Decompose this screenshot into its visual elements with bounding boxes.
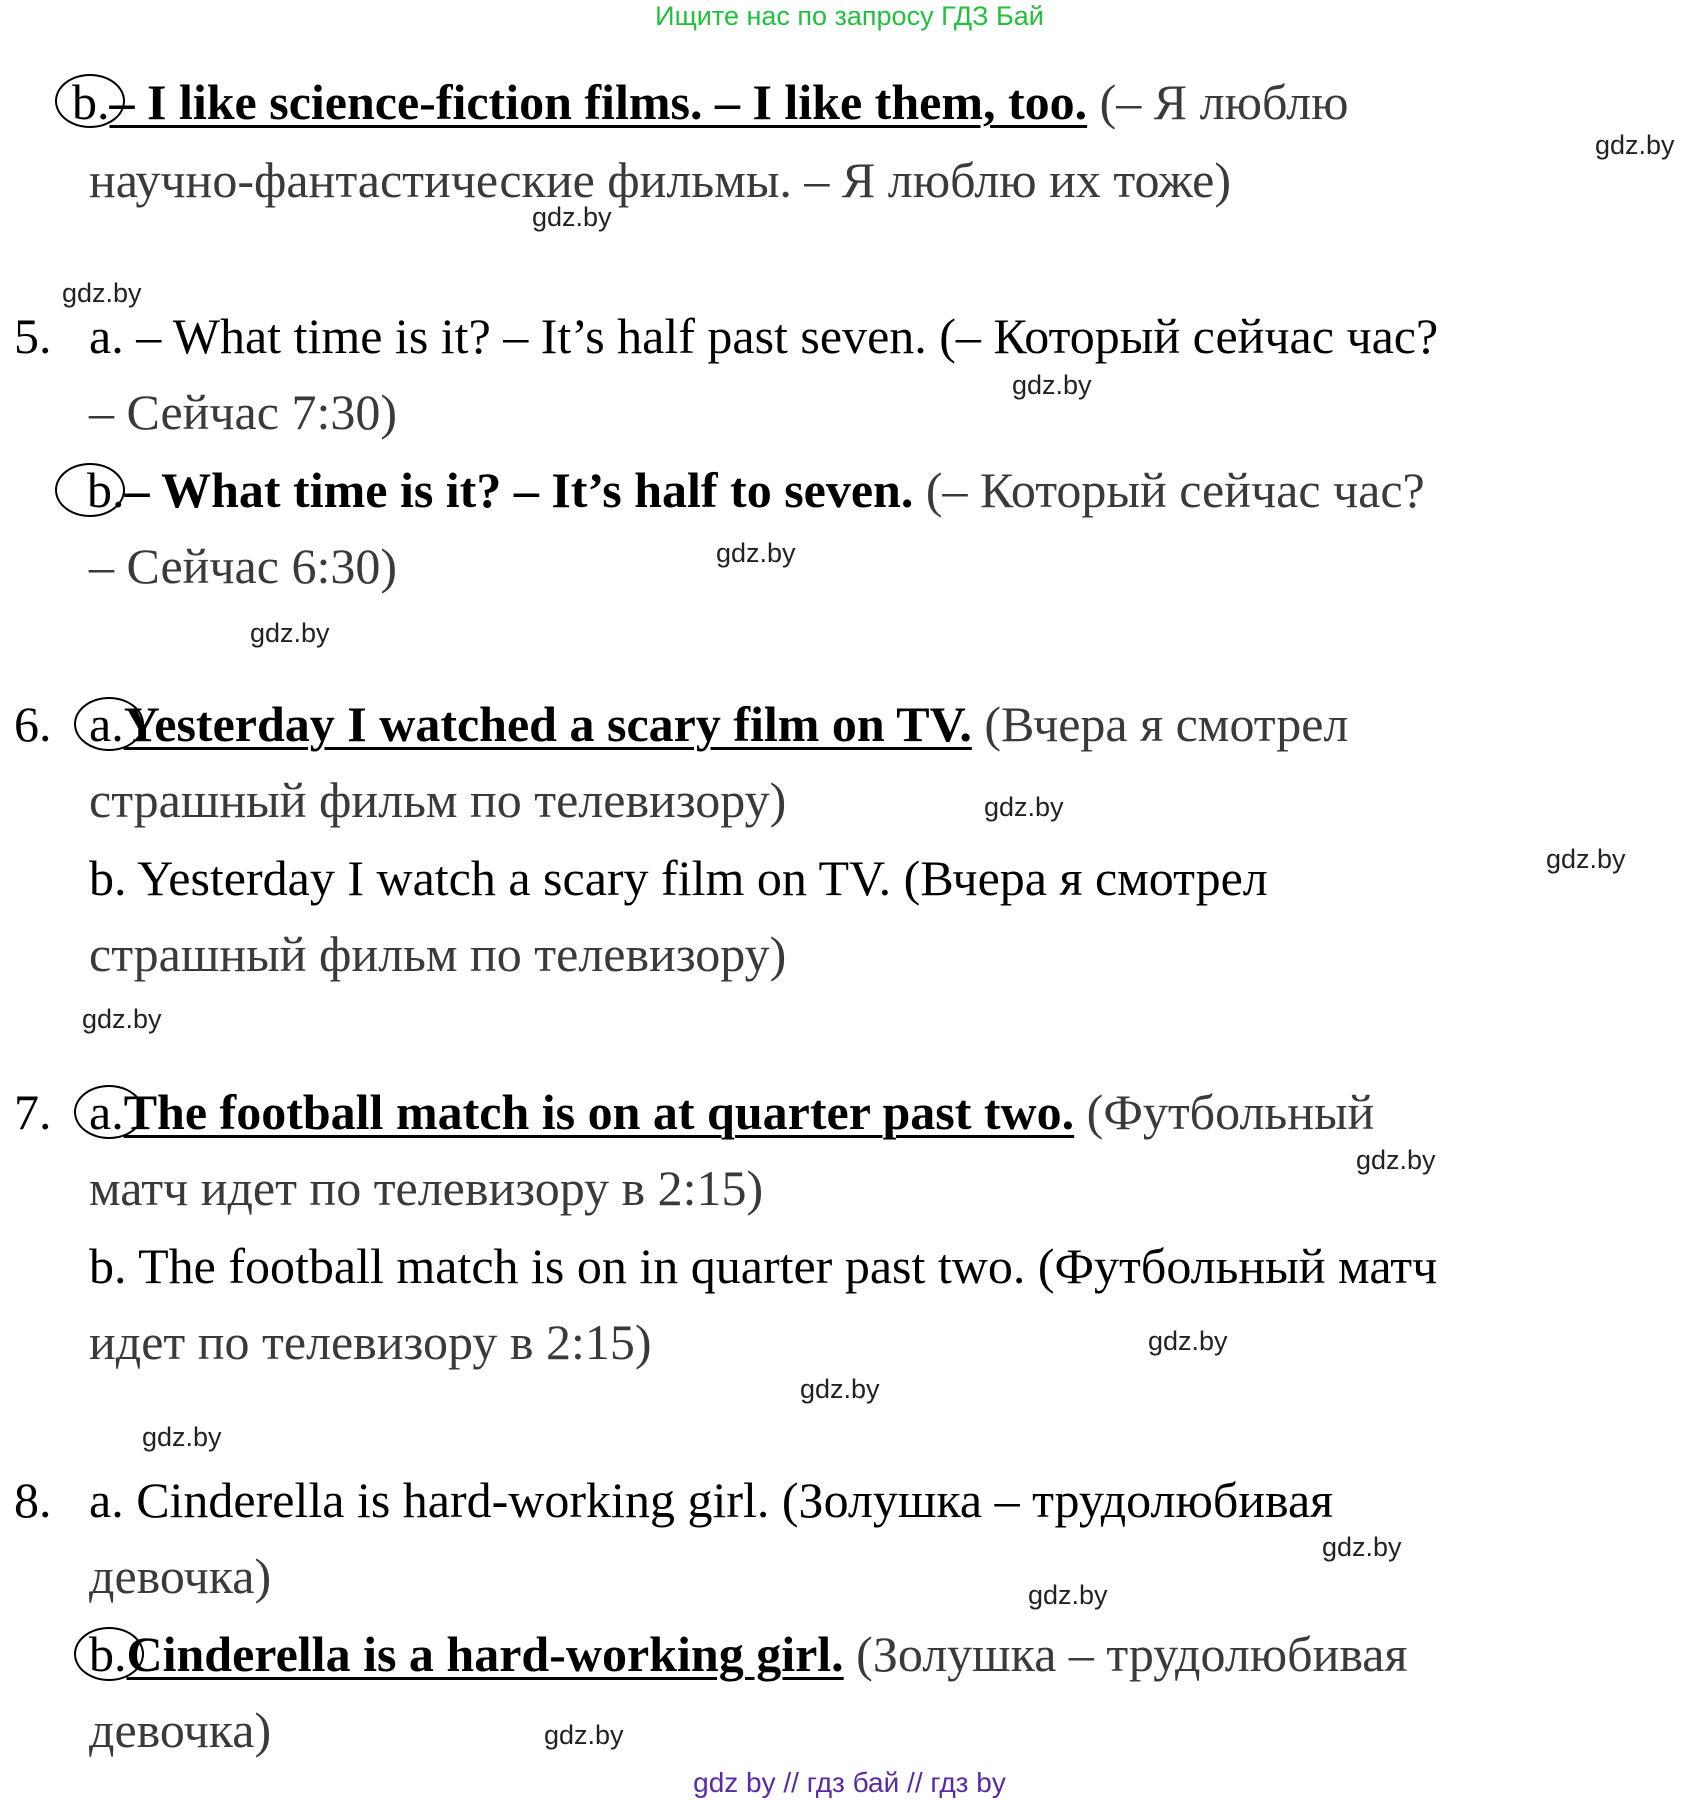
item-number: 8. xyxy=(14,1472,52,1528)
translation-line: научно-фантастические фильмы. – Я люблю их тоже) xyxy=(89,152,1232,208)
answer-a-line1 xyxy=(89,1082,1374,1142)
answer-b-line1 xyxy=(89,1624,1407,1684)
watermark: gdz.by xyxy=(1356,1145,1436,1175)
watermark: gdz.by xyxy=(1546,844,1626,874)
translation-text: (– Я люблю xyxy=(1087,74,1349,130)
option-b-line1: b. Yesterday I watch a scary film on TV. (Вчера я смотрел xyxy=(89,850,1268,906)
option-a-line1: a. Cinderella is hard-working girl. (Золушка – трудолюбивая xyxy=(89,1472,1334,1528)
translation-line: девочка) xyxy=(89,1702,272,1758)
answer-letter: b. xyxy=(87,462,125,518)
translation-text: (Футбольный xyxy=(1074,1084,1375,1140)
watermark: gdz.by xyxy=(716,538,796,568)
site-footer: gdz by // гдз бай // гдз by xyxy=(693,1767,1006,1798)
option-b-line2: идет по телевизору в 2:15) xyxy=(89,1314,652,1370)
option-a-line2: – Сейчас 7:30) xyxy=(89,384,397,440)
answer-letter: a. xyxy=(89,696,124,752)
watermark: gdz.by xyxy=(532,202,612,232)
option-a-line2: девочка) xyxy=(89,1548,272,1604)
watermark: gdz.by xyxy=(142,1422,222,1452)
search-hint-header: Ищите нас по запросу ГДЗ Бай xyxy=(655,1,1044,31)
item-number: 7. xyxy=(14,1084,52,1140)
watermark: gdz.by xyxy=(984,792,1064,822)
watermark: gdz.by xyxy=(1028,1580,1108,1610)
option-b-line1: b. The football match is on in quarter past two. (Футбольный матч xyxy=(89,1238,1438,1294)
answer-text: – What time is it? – It’s half to seven. xyxy=(124,462,914,518)
answer-letter: b. xyxy=(89,1626,127,1682)
item-number: 6. xyxy=(14,696,52,752)
translation-line: матч идет по телевизору в 2:15) xyxy=(89,1160,764,1216)
translation-line: страшный фильм по телевизору) xyxy=(89,772,787,828)
answer-letter: b. xyxy=(72,74,110,130)
watermark: gdz.by xyxy=(800,1374,880,1404)
item-number: 5. xyxy=(14,308,52,364)
answer-b-line1 xyxy=(72,72,1348,132)
answer-a-line1 xyxy=(89,694,1348,754)
translation-line: – Сейчас 6:30) xyxy=(89,538,397,594)
translation-text: (Золушка – трудолюбивая xyxy=(843,1626,1408,1682)
answer-text: – I like science-fiction films. – I like them, too. xyxy=(109,74,1088,130)
translation-text: (– Который сейчас час? xyxy=(913,462,1425,518)
watermark: gdz.by xyxy=(1012,370,1092,400)
translation-text: (Вчера я смотрел xyxy=(971,696,1349,752)
answer-text: Cinderella is a hard-working girl. xyxy=(126,1626,844,1682)
watermark: gdz.by xyxy=(82,1004,162,1034)
watermark: gdz.by xyxy=(250,618,330,648)
watermark: gdz.by xyxy=(62,278,142,308)
answer-text: Yesterday I watched a scary film on TV. xyxy=(123,696,972,752)
answer-letter: a. xyxy=(89,1084,124,1140)
option-a-line1: a. – What time is it? – It’s half past seven. (– Который сейчас час? xyxy=(89,308,1439,364)
watermark: gdz.by xyxy=(1148,1326,1228,1356)
option-b-line2: страшный фильм по телевизору) xyxy=(89,926,787,982)
watermark: gdz.by xyxy=(544,1720,624,1750)
watermark: gdz.by xyxy=(1595,130,1675,160)
watermark: gdz.by xyxy=(1322,1532,1402,1562)
answer-text: The football match is on at quarter past two. xyxy=(123,1084,1075,1140)
answer-b-line1 xyxy=(87,460,1425,520)
